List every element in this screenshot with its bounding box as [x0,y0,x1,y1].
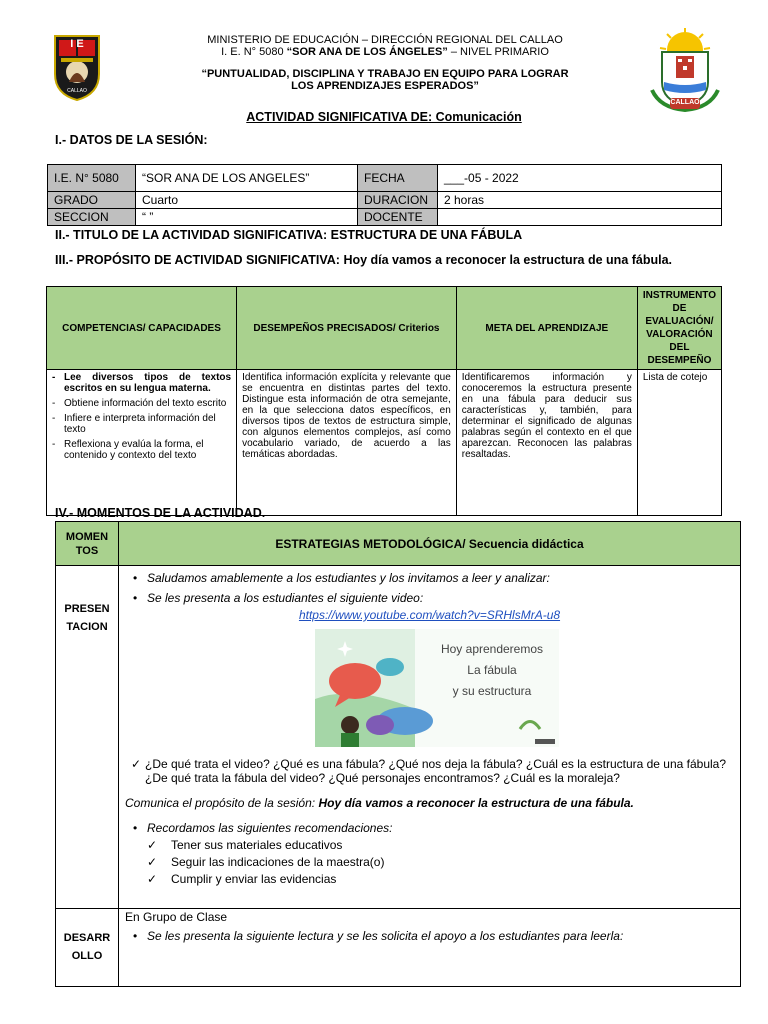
instrumento-cell: Lista de cotejo [637,370,721,516]
thumbnail-line-3: y su estructura [452,684,532,698]
moments-header: MOMEN TOS [56,522,119,566]
moments-table [55,521,741,987]
activity-title: ACTIVIDAD SIGNIFICATIVA DE: Comunicación [246,110,522,124]
recommendation-item: ✓ Tener sus materiales educativos [125,837,734,854]
greeting-bullet: • Saludamos amablemente a los estudiantes y los invitamos a leer y analizar: [125,570,734,586]
thumbnail-text [425,639,559,702]
purpose-line [125,795,734,811]
docente-label: DOCENTE [358,209,438,226]
desempenos-cell: Identifica información explícita y relevante que se encuentra en distintas partes del texto. Distingue esta información de otra semejante, en la que selecciona datos específicos, en diversos tipos de textos de estructura simple, con algunos elementos complejos, así como vocabulario variado, de acuerdo a las temáticas abordadas. [237,370,457,516]
seccion-value: “ ” [136,209,358,226]
desarrollo-label-1: DESARR [63,932,111,944]
reading-bullet: • Se les presenta la siguiente lectura y se les solicita el apoyo a los estudiantes para leerla: [125,928,734,944]
crest-caption: CALLAO [67,88,87,94]
video-bullet: • Se les presenta a los estudiantes el siguiente video: [125,590,734,606]
motto-line-2: LOS APRENDIZAJES ESPERADOS” [291,80,479,92]
crest-letters: I E [70,38,84,50]
header-instrumento: INSTRUMENTO DE EVALUACIÓN/ VALORACIÓN DEL DESEMPEÑO [637,287,721,370]
header-meta: META DEL APRENDIZAJE [456,287,637,370]
header-competencias: COMPETENCIAS/ CAPACIDADES [47,287,237,370]
competencies-table [46,286,722,516]
meta-cell: Identificaremos información y conoceremos la estructura presente en una fábula para deducir sus características y, también, para determinar el significado de algunas palabras según el contexto en el que aparezcan. Reconocen las palabras resaltadas. [456,370,637,516]
recommendation-item: ✓ Cumplir y enviar las evidencias [125,871,734,888]
duracion-value: 2 horas [438,192,722,209]
capacidad-item: - Reflexiona y evalúa la forma, el contenido y contexto del texto [52,439,231,461]
questions-text: ¿De qué trata el video? ¿Qué es una fábula? ¿Qué nos deja la fábula? ¿Cuál es la estructura de una fábula? ¿De qué trata la fábula del video? ¿Qué personajes encontramos? ¿Cuál es la moraleja? [145,757,727,785]
fecha-value: ___-05 - 2022 [438,165,722,192]
strategies-header: ESTRATEGIAS METODOLÓGICA/ Secuencia didáctica [119,522,741,566]
competencias-cell [47,370,237,516]
purpose-text: Hoy día vamos a reconocer la estructura de una fábula. [318,796,634,810]
desarrollo-content [119,909,741,987]
ie-label: I.E. N° 5080 [48,165,136,192]
session-data-table [47,164,722,226]
duracion-label: DURACION [358,192,438,209]
school-name: “SOR ANA DE LOS ÁNGELES” [286,46,448,58]
thumbnail-line-1: Hoy aprenderemos [440,642,544,656]
seccion-label: SECCION [48,209,136,226]
video-thumbnail[interactable] [315,629,559,747]
section-1-title: I.- DATOS DE LA SESIÓN: [55,133,208,147]
ministry-line: MINISTERIO DE EDUCACIÓN – DIRECCIÓN REGIONAL DEL CALLAO [207,34,563,46]
docente-value [438,209,722,226]
grado-label: GRADO [48,192,136,209]
capacidad-item: - Infiere e interpreta información del texto [52,413,231,435]
competencia-item: - Lee diversos tipos de textos escritos en su lengua materna. [52,372,231,394]
desarrollo-heading: En Grupo de Clase [125,910,228,924]
section-4-title: IV.- MOMENTOS DE LA ACTIVIDAD. [55,506,266,520]
desarrollo-label-2: OLLO [71,950,103,962]
recommend-bullet: • Recordamos las siguientes recomendaciones: [125,820,734,836]
fecha-label: FECHA [358,165,438,192]
motto-line-1: “PUNTUALIDAD, DISCIPLINA Y TRABAJO EN EQUIPO PARA LOGRAR [201,68,569,80]
video-link[interactable]: https://www.youtube.com/watch?v=SRHlsMrA-u8 [298,608,561,622]
presentacion-label-2: TACION [66,621,108,633]
thumbnail-line-2: La fábula [467,663,517,677]
header-desempenos: DESEMPEÑOS PRECISADOS/ Criterios [237,287,457,370]
questions-item [125,757,734,785]
presentacion-label-1: PRESEN [64,603,110,615]
coat-caption: CALLAO [670,99,700,106]
school-prefix: I. E. N° 5080 [221,46,287,58]
section-3-title: III.- PROPÓSITO DE ACTIVIDAD SIGNIFICATIVA: Hoy día vamos a reconocer la estructura de una fábula. [55,253,673,267]
presentacion-content [119,566,741,909]
school-suffix: – NIVEL PRIMARIO [447,46,549,58]
school-line [150,46,620,58]
purpose-prefix: Comunica el propósito de la sesión: [125,796,319,810]
section-2-title: II.- TITULO DE LA ACTIVIDAD SIGNIFICATIVA: ESTRUCTURA DE UNA FÁBULA [55,228,523,242]
capacidad-item: - Obtiene información del texto escrito [52,398,231,409]
grado-value: Cuarto [136,192,358,209]
ie-value: “SOR ANA DE LOS ANGELES” [136,165,358,192]
recommendation-item: ✓ Seguir las indicaciones de la maestra(o) [125,854,734,871]
check-icon: ✓ [131,757,142,771]
